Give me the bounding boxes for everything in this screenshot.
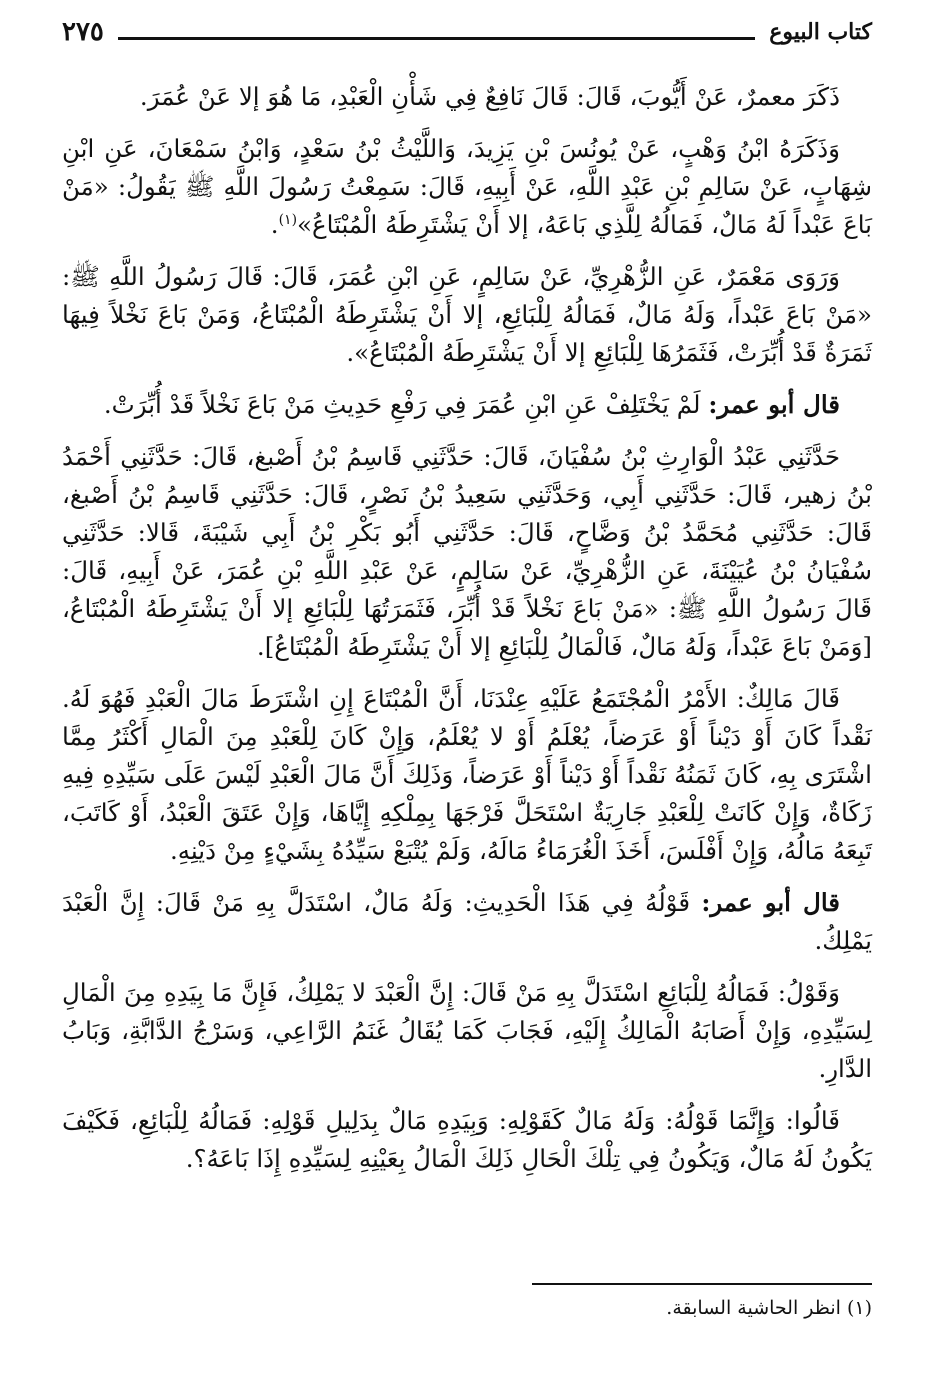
paragraph [62,130,872,244]
footnote-separator [532,1283,872,1285]
paragraph-text: قَوْلُهُ فِي هَذَا الْحَدِيثِ: وَلَهُ مَالٌ، اسْتَدَلَّ بِهِ مَنْ قَالَ: إِنَّ الْعَبْدَ يَمْلِكُ. [62,888,872,955]
paragraph-text: وَقَوْلُ: فَمَالُهُ لِلْبَائِعِ اسْتَدَلَّ بِهِ مَنْ قَالَ: إِنَّ الْعَبْدَ لا يَمْلِكُ، فَإِنَّ مَا بِيَدِهِ مِنَ الْمَالِ لِسَيِّدِهِ، وَإِنْ أَصَابَهُ الْمَالِكُ إِلَيْهِ، فَجَابَ كَمَا يُقَالُ غَنَمُ الرَّاعِي، وَسَرْجُ الدَّابَّةِ، وَبَابُ الدَّارِ. [62,978,872,1083]
chapter-title: كتاب البيوع [769,19,872,45]
paragraph-text: لَمْ يَخْتَلِفْ عَنِ ابْنِ عُمَرَ فِي رَفْعِ حَدِيثِ مَنْ بَاعَ نَخْلاً قَدْ أُبِّرَتْ. [103,390,701,419]
paragraph-text: قَالَ مَالِكٌ: الأَمْرُ الْمُجْتَمَعُ عَلَيْهِ عِنْدَنَا، أَنَّ الْمُبْتَاعَ إِنِ اشْتَرَطَ مَالَ الْعَبْدِ فَهُوَ لَهُ. نَقْداً كَانَ أَوْ دَيْناً أَوْ عَرَضاً، يُعْلَمُ أَوْ لا يُعْلَمُ، وَإِنْ كَانَ لِلْعَبْدِ مِنَ الْمَالِ أَكْثَرُ مِمَّا اشْتَرَى بِهِ، كَانَ ثَمَنُهُ نَقْداً أَوْ دَيْناً أَوْ عَرَضاً، وَذَلِكَ أَنَّ مَالَ الْعَبْدِ لَيْسَ عَلَى سَيِّدِهِ فِيهِ زَكَاةٌ، وَإِنْ كَانَتْ لِلْعَبْدِ جَارِيَةٌ اسْتَحَلَّ فَرْجَهَا بِمِلْكِهِ إِيَّاهَا، وَإِنْ عَتَقَ الْعَبْدُ، أَوْ كَاتَبَ، تَبِعَهُ مَالُهُ، وَإِنْ أَفْلَسَ، أَخَذَ الْغُرَمَاءُ مَالَهُ، وَلَمْ يُتْبَعْ سَيِّدُهُ بِشَيْءٍ مِنْ دَيْنِهِ. [62,684,872,865]
paragraph [62,680,872,870]
page-header [62,14,872,50]
main-text [62,78,872,1192]
paragraph [62,1102,872,1178]
paragraph-text: وَرَوَى مَعْمَرٌ، عَنِ الزُّهْرِيِّ، عَنْ سَالِمٍ، عَنِ ابْنِ عُمَرَ، قَالَ: قَالَ رَسُولُ اللَّهِ ﷺ: «مَنْ بَاعَ عَبْداً، وَلَهُ مَالٌ، فَمَالُهُ لِلْبَائِعِ، إلا أَنْ يَشْتَرِطَهُ الْمُبْتَاعُ، وَمَنْ بَاعَ نَخْلاً فِيهَا ثَمَرَةٌ قَدْ أُبِّرَتْ، فَثَمَرُهَا لِلْبَائِعِ إلا أَنْ يَشْتَرِطَهُ الْمُبْتَاعُ». [62,262,872,367]
paragraph [62,974,872,1088]
paragraph [62,884,872,960]
speaker-label: قال أبو عمر: [708,390,840,419]
speaker-label: قال أبو عمر: [701,888,840,917]
page-number: ٢٧٥ [62,17,104,47]
paragraph [62,78,872,116]
paragraph [62,386,872,424]
footnote: (١) انظر الحاشية السابقة. [666,1297,872,1319]
paragraph [62,438,872,666]
paragraph-text: قَالُوا: وَإِنَّمَا قَوْلُهُ: وَلَهُ مَالٌ كَقَوْلِهِ: وَبِيَدِهِ مَالٌ بِدَلِيلِ قَوْلِهِ: فَمَالُهُ لِلْبَائِعِ، فَكَيْفَ يَكُونُ لَهُ مَالٌ، وَيَكُونُ فِي تِلْكَ الْحَالِ ذَلِكَ الْمَالُ بِعَيْنِهِ لِسَيِّدِهِ إِذَا بَاعَهُ؟. [62,1106,872,1173]
paragraph-text: وَذَكَرَهُ ابْنُ وَهْبٍ، عَنْ يُونُسَ بْنِ يَزِيدَ، وَاللَّيْثُ بْنُ سَعْدٍ، وَابْنُ سَمْعَانَ، عَنِ ابْنِ شِهَابٍ، عَنْ سَالِمِ بْنِ عَبْدِ اللَّهِ، عَنْ أَبِيهِ، قَالَ: سَمِعْتُ رَسُولَ اللَّهِ ﷺ يَقُولُ: «مَنْ بَاعَ عَبْداً لَهُ مَالٌ، فَمَالُهُ لِلَّذِي بَاعَهُ، إلا أَنْ يَشْتَرِطَهُ الْمُبْتَاعُ» [62,134,872,239]
paragraph-text: ذَكَرَ معمرٌ، عَنْ أَيُّوبَ، قَالَ: قَالَ نَافِعٌ فِي شَأْنِ الْعَبْدِ، مَا هُوَ إلا عَنْ عُمَرَ. [139,82,840,111]
paragraph-text: حَدَّثَنِي عَبْدُ الْوَارِثِ بْنُ سُفْيَانَ، قَالَ: حَدَّثَنِي قَاسِمُ بْنُ أَصْبغ، قَالَ: حَدَّثَنِي أَحْمَدُ بْنُ زهير، قَالَ: حَدَّثَنِي أَبِي، وَحَدَّثَنِي سَعِيدُ بْنُ نَصْرٍ، قَالَ: حَدَّثَنِي قَاسِمُ بْنُ أَصْبغ، قَالَ: حَدَّثَنِي مُحَمَّدُ بْنُ وَضَّاحٍ، قَالَ: حَدَّثَنِي أَبُو بَكْرِ بْنُ أَبِي شَيْبَةَ، قَالا: حَدَّثَنِي سُفْيَانُ بْنُ عُيَيْنَةَ، عَنِ الزُّهْرِيِّ، عَنْ سَالِمٍ، عَنْ عَبْدِ اللَّهِ بْنِ عُمَرَ، عَنْ أَبِيهِ، قَالَ: قَالَ رَسُولُ اللَّهِ ﷺ: «مَنْ بَاعَ نَخْلاً قَدْ أُبِّرَ، فَثَمَرَتُهَا لِلْبَائِعِ إلا أَنْ يَشْتَرِطَهُ الْمُبْتَاعُ، [وَمَنْ بَاعَ عَبْداً، وَلَهُ مَالٌ، فَالْمَالُ لِلْبَائِعِ إلا أَنْ يَشْتَرِطَهُ الْمُبْتَاعُ]. [62,442,872,661]
paragraph [62,258,872,372]
footnote-reference[interactable]: (١) [278,211,298,228]
paragraph-end: . [270,210,279,239]
header-rule [118,37,755,40]
